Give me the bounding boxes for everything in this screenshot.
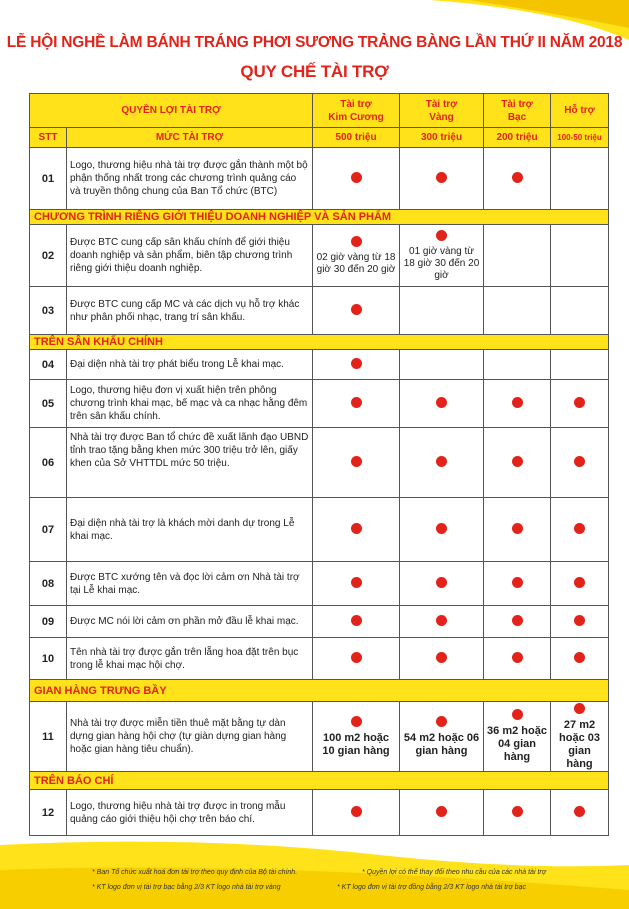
check-dot-icon [351, 716, 362, 727]
page-title: LỄ HỘI NGHỀ LÀM BÁNH TRÁNG PHƠI SƯƠNG TRẢNG BÀNG LẦN THỨ II NĂM 2018 [6, 34, 623, 51]
footer-note: * KT logo đơn vị tài trợ bạc bằng 2/3 KT logo nhà tài trợ vàng [92, 884, 281, 891]
check-dot-icon [351, 236, 362, 247]
stt-header: STT [30, 128, 67, 148]
check-dot-icon [512, 456, 523, 467]
row-desc: Nhà tài trợ được Ban tổ chức đề xuất lãnh đạo UBND tỉnh trao tặng bằng khen mức 300 triệu trở lên, giấy khen của Sở VHTTDL mức 50 triệu. [67, 428, 313, 498]
check-dot-icon [436, 716, 447, 727]
row-stt: 06 [30, 428, 67, 498]
check-dot-icon [351, 577, 362, 588]
table-row [30, 225, 609, 287]
check-dot-icon [351, 523, 362, 534]
tier-header-diamond: Tài trợ Kim Cương [313, 94, 400, 128]
check-dot-icon [351, 456, 362, 467]
check-dot-icon [574, 615, 585, 626]
row-stt: 03 [30, 287, 67, 335]
row-stt: 05 [30, 380, 67, 428]
footer-note: * KT logo đơn vị tài trợ đồng bằng 2/3 KT logo nhà tài trợ bạc [337, 884, 526, 891]
check-dot-icon [351, 652, 362, 663]
benefits-header: QUYỀN LỢI TÀI TRỢ [30, 94, 313, 128]
check-dot-icon [574, 703, 585, 714]
check-dot-icon [436, 456, 447, 467]
check-dot-icon [436, 172, 447, 183]
check-dot-icon [436, 806, 447, 817]
cell-note: 27 m2 hoặc 03 gian hàng [559, 718, 600, 770]
check-dot-icon [436, 615, 447, 626]
amount-gold: 300 triệu [400, 128, 484, 148]
row-desc: Được BTC cung cấp MC và các dịch vụ hỗ trợ khác như phân phối nhạc, trang trí sân khấu. [67, 287, 313, 335]
footer-note: * Ban Tổ chức xuất hoá đơn tài trợ theo quy định của Bộ tài chính. [92, 869, 298, 876]
table-row [30, 638, 609, 680]
check-dot-icon [574, 806, 585, 817]
table-row [30, 287, 609, 335]
check-dot-icon [351, 304, 362, 315]
check-dot-icon [351, 615, 362, 626]
page-subtitle: QUY CHẾ TÀI TRỢ [240, 62, 389, 81]
cell-note: 36 m2 hoặc 04 gian hàng [487, 725, 547, 763]
row-desc: Đại diện nhà tài trợ là khách mời danh dự trong Lễ khai mạc. [67, 498, 313, 562]
check-dot-icon [574, 523, 585, 534]
check-dot-icon [512, 806, 523, 817]
amount-diamond: 500 triệu [313, 128, 400, 148]
row-desc: Được MC nói lời cảm ơn phần mở đầu lễ khai mạc. [67, 606, 313, 638]
row-stt: 09 [30, 606, 67, 638]
table-row [30, 148, 609, 210]
row-desc: Được BTC cung cấp sân khấu chính để giới thiệu doanh nghiệp và sản phẩm, biên tập chương trình riêng giới thiệu doanh nghiệp. [67, 225, 313, 287]
table-row [30, 428, 609, 498]
check-dot-icon [574, 577, 585, 588]
row-desc: Được BTC xướng tên và đọc lời cảm ơn Nhà tài trợ tại Lễ khai mạc. [67, 562, 313, 606]
table-row [30, 350, 609, 380]
check-dot-icon [351, 172, 362, 183]
cell-note: 100 m2 hoặc 10 gian hàng [322, 731, 390, 757]
row-stt: 01 [30, 148, 67, 210]
check-dot-icon [512, 523, 523, 534]
check-dot-icon [512, 577, 523, 588]
check-dot-icon [436, 523, 447, 534]
amount-silver: 200 triệu [484, 128, 551, 148]
section-heading: TRÊN BÁO CHÍ [30, 772, 609, 790]
check-dot-icon [351, 358, 362, 369]
row-desc: Logo, thương hiệu nhà tài trợ được in trong mẫu quảng cáo giới thiệu hội chợ trên báo chí. [67, 790, 313, 836]
check-dot-icon [574, 397, 585, 408]
row-stt: 02 [30, 225, 67, 287]
table-row [30, 380, 609, 428]
check-dot-icon [436, 577, 447, 588]
level-header: MỨC TÀI TRỢ [67, 128, 313, 148]
check-dot-icon [512, 397, 523, 408]
cell-note: 01 giờ vàng từ 18 giờ 30 đến 20 giờ [403, 245, 480, 281]
check-dot-icon [512, 172, 523, 183]
table-row [30, 498, 609, 562]
check-dot-icon [351, 397, 362, 408]
row-stt: 08 [30, 562, 67, 606]
cell-note: 54 m2 hoặc 06 gian hàng [403, 731, 480, 757]
table-row [30, 606, 609, 638]
row-desc: Nhà tài trợ được miễn tiền thuê mặt bằng tự dàn dựng gian hàng hội chợ (tự giàn dựng gian hàng hoặc gian hàng tiêu chuẩn). [67, 702, 313, 772]
tier-header-support: Hỗ trợ [551, 94, 609, 128]
amount-support: 100-50 triệu [551, 128, 609, 148]
sponsorship-table [29, 93, 609, 836]
table-row [30, 790, 609, 836]
section-heading: TRÊN SÂN KHẤU CHÍNH [30, 335, 609, 350]
row-stt: 12 [30, 790, 67, 836]
check-dot-icon [512, 615, 523, 626]
footer-note: * Quyền lợi có thể thay đổi theo nhu cầu của các nhà tài trợ [362, 869, 546, 876]
row-stt: 10 [30, 638, 67, 680]
check-dot-icon [351, 806, 362, 817]
section-heading: GIAN HÀNG TRƯNG BẦY [30, 680, 609, 702]
tier-header-silver: Tài trợ Bạc [484, 94, 551, 128]
row-stt: 11 [30, 702, 67, 772]
check-dot-icon [436, 230, 447, 241]
row-desc: Tên nhà tài trợ được gắn trên lẵng hoa đặt trên bục trong lễ khai mạc hội chợ. [67, 638, 313, 680]
row-desc: Đại diện nhà tài trợ phát biểu trong Lễ khai mạc. [67, 350, 313, 380]
check-dot-icon [512, 709, 523, 720]
check-dot-icon [574, 652, 585, 663]
row-stt: 07 [30, 498, 67, 562]
check-dot-icon [512, 652, 523, 663]
tier-header-gold: Tài trợ Vàng [400, 94, 484, 128]
row-stt: 04 [30, 350, 67, 380]
table-row [30, 562, 609, 606]
table-row [30, 702, 609, 772]
row-desc: Logo, thương hiệu đơn vị xuất hiện trên phông chương trình khai mạc, bế mạc và ca nhạc hằng đêm trên sân khấu chính. [67, 380, 313, 428]
check-dot-icon [436, 652, 447, 663]
check-dot-icon [574, 456, 585, 467]
section-heading: CHƯƠNG TRÌNH RIÊNG GIỚI THIỆU DOANH NGHIỆP VÀ SẢN PHẨM [30, 210, 609, 225]
check-dot-icon [436, 397, 447, 408]
row-desc: Logo, thương hiệu nhà tài trợ được gắn thành một bộ phận thống nhất trong các chương trình quảng cáo và truyền thông chung của Ban Tổ chức (BTC) [67, 148, 313, 210]
cell-note: 02 giờ vàng từ 18 giờ 30 đến 20 giờ [316, 251, 396, 275]
